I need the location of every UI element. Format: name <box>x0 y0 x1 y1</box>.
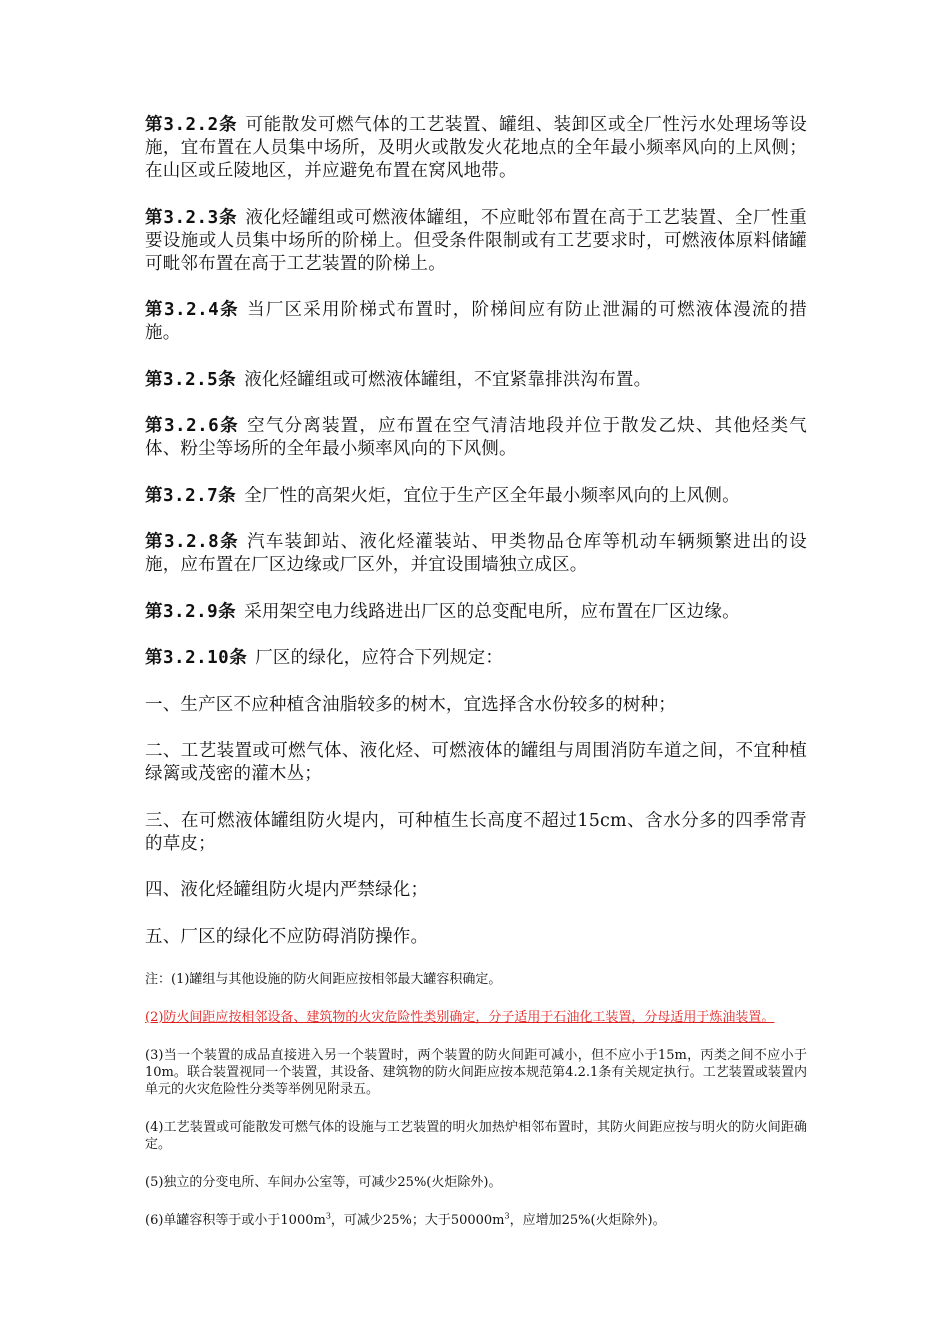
article-number: 第3.2.8条 <box>145 532 240 552</box>
article-3-2-2 <box>145 114 807 183</box>
list-item-2: 二、工艺装置或可燃气体、液化烃、可燃液体的罐组与周围消防车道之间，不宜种植绿篱或茂密的灌木丛； <box>145 741 807 784</box>
article-number: 第3.2.10条 <box>145 648 248 668</box>
note-6-part-1: (6)单罐容积等于或小于1000m <box>145 1212 326 1228</box>
note-6-part-3: ，应增加25%(火炬除外)。 <box>509 1212 666 1228</box>
list-item-1: 一、生产区不应种植含油脂较多的树木，宜选择含水份较多的树种； <box>145 694 676 715</box>
article-text: 空气分离装置，应布置在空气清洁地段并位于散发乙炔、其他烃类气体、粉尘等场所的全年最小频率风向的下风侧。 <box>145 416 807 459</box>
article-text: 可能散发可燃气体的工艺装置、罐组、装卸区或全厂性污水处理场等设施，宜布置在人员集中场所，及明火或散发火花地点的全年最小频率风向的上风侧；在山区或丘陵地区，并应避免布置在窝风地带。 <box>145 115 807 181</box>
article-text: 汽车装卸站、液化烃灌装站、甲类物品仓库等机动车辆频繁进出的设施，应布置在厂区边缘或厂区外，并宜设围墙独立成区。 <box>145 532 807 575</box>
note-4: (4)工艺装置或可能散发可燃气体的设施与工艺装置的明火加热炉相邻布置时，其防火间距应按与明火的防火间距确定。 <box>145 1119 807 1152</box>
article-number: 第3.2.3条 <box>145 207 238 228</box>
superscript-3: 3 <box>325 1211 331 1221</box>
article-3-2-8 <box>145 531 807 577</box>
article-number: 第3.2.9条 <box>145 601 237 622</box>
document-page <box>145 114 807 1250</box>
article-3-2-9 <box>145 601 807 624</box>
article-3-2-7 <box>145 485 807 508</box>
article-number: 第3.2.4条 <box>145 300 240 320</box>
article-3-2-5 <box>145 369 807 392</box>
article-text: 采用架空电力线路进出厂区的总变配电所，应布置在厂区边缘。 <box>244 601 740 622</box>
article-3-2-3 <box>145 207 807 276</box>
article-3-2-6 <box>145 415 807 461</box>
article-text: 当厂区采用阶梯式布置时，阶梯间应有防止泄漏的可燃液体漫流的措施。 <box>145 300 807 343</box>
article-number: 第3.2.6条 <box>145 416 240 436</box>
article-text: 液化烃罐组或可燃液体罐组，不应毗邻布置在高于工艺装置、全厂性重要设施或人员集中场所的阶梯上。但受条件限制或有工艺要求时，可燃液体原料储罐可毗邻布置在高于工艺装置的阶梯上。 <box>145 207 807 274</box>
note-6-part-2: ，可减少25%；大于50000m <box>330 1212 505 1228</box>
article-number: 第3.2.7条 <box>145 485 237 506</box>
list-item-5: 五、厂区的绿化不应防碍消防操作。 <box>145 926 429 947</box>
article-text: 全厂性的高架火炬，宜位于生产区全年最小频率风向的上风侧。 <box>244 485 740 506</box>
article-3-2-4 <box>145 299 807 345</box>
note-6 <box>145 1212 807 1229</box>
superscript-3: 3 <box>504 1211 510 1221</box>
article-number: 第3.2.5条 <box>145 369 237 390</box>
article-number: 第3.2.2条 <box>145 115 238 135</box>
note-3: (3)当一个装置的成品直接进入另一个装置时，两个装置的防火间距可减小，但不应小于15m，丙类之间不应小于10m。联合装置视同一个装置，其设备、建筑物的防火间距应按本规范第4.2.1条有关规定执行。工艺装置或装置内单元的火灾危险性分类等举例见附录五。 <box>145 1047 807 1097</box>
article-3-2-10 <box>145 647 807 670</box>
article-text: 液化烃罐组或可燃液体罐组，不宜紧靠排洪沟布置。 <box>244 369 652 390</box>
list-item-4: 四、液化烃罐组防火堤内严禁绿化； <box>145 880 429 900</box>
list-item-3: 三、在可燃液体罐组防火堤内，可种植生长高度不超过15cm、含水分多的四季常青的草皮； <box>145 810 807 854</box>
note-1: 注：(1)罐组与其他设施的防火间距应按相邻最大罐容积确定。 <box>145 971 502 987</box>
note-5: (5)独立的分变电所、车间办公室等，可减少25%(火炬除外)。 <box>145 1174 502 1190</box>
note-2-highlighted: (2)防火间距应按相邻设备、建筑物的火灾危险性类别确定，分子适用于石油化工装置，分母适用于炼油装置。 <box>145 1009 775 1025</box>
article-text: 厂区的绿化，应符合下列规定： <box>255 648 504 668</box>
